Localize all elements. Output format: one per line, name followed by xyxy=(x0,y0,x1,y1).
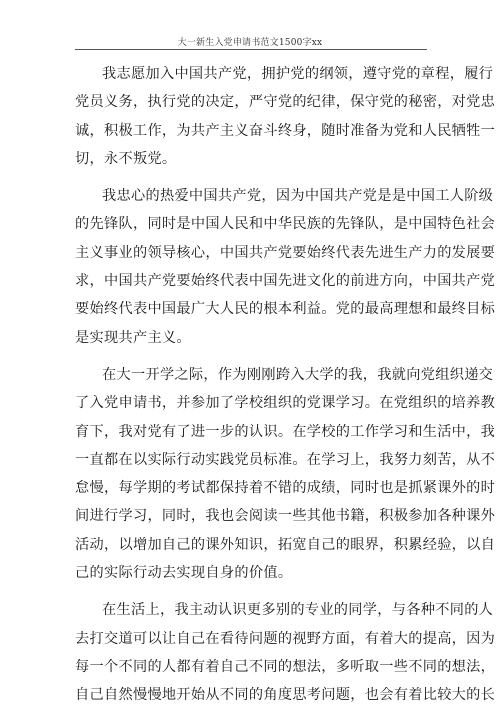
text-line: 育下，我对党有了进一步的认识。在学校的工作学习和生活中，我 xyxy=(75,423,496,440)
document-body xyxy=(75,60,496,719)
text-line: 己的实际行动去实现自身的价值。 xyxy=(75,565,293,582)
text-line: 每一个不同的人都有着自己不同的想法，多听取一些不同的想法， xyxy=(75,658,496,675)
text-line: 主义事业的领导核心，中国共产党要始终代表先进生产力的发展要 xyxy=(75,244,496,261)
text-line: 在大一开学之际，作为刚刚跨入大学的我，我就向党组织递交 xyxy=(102,366,494,383)
text-line: 一直都在以实际行动实践党员标准。在学习上，我努力刻苦，从不 xyxy=(75,451,496,468)
text-line: 在生活上，我主动认识更多别的专业的同学，与各种不同的人 xyxy=(102,602,494,619)
text-line: 求，中国共产党要始终代表中国先进文化的前进方向，中国共产党 xyxy=(75,273,496,290)
text-line: 的先锋队，同时是中国人民和中华民族的先锋队，是中国特色社会 xyxy=(75,216,496,233)
paragraph-1 xyxy=(75,60,496,173)
text-line: 去打交道可以让自己在看待问题的视野方面，有着大的提高，因为 xyxy=(75,630,496,647)
text-line: 间进行学习，同时，我也会阅读一些其他书籍，积极参加各种课外 xyxy=(75,508,496,525)
text-line: 我忠心的热爱中国共产党，因为中国共产党是是中国工人阶级 xyxy=(102,188,494,205)
text-line: 要始终代表中国最广大人民的根本利益。党的最高理想和最终目标 xyxy=(75,301,496,318)
paragraph-3 xyxy=(75,361,496,587)
text-line: 我志愿加入中国共产党，拥护党的纲领，遵守党的章程，履行 xyxy=(102,66,494,82)
text-line: 怠慢，每学期的考试都保持着不错的成绩，同时也是抓紧课外的时 xyxy=(75,480,496,497)
text-line: 诚，积极工作，为共产主义奋斗终身，随时准备为党和人民牺牲一 xyxy=(75,122,496,139)
paragraph-4 xyxy=(75,596,496,709)
text-line: 活动，以增加自己的课外知识，拓宽自己的眼界，积累经验，以自 xyxy=(75,536,496,553)
header-rule xyxy=(75,49,427,50)
text-line: 了入党申请书，并参加了学校组织的党课学习。在党组织的培养教 xyxy=(75,395,496,412)
page-header-title: 大一新生入党申请书范文1500字xx xyxy=(177,38,323,48)
text-line: 党员义务，执行党的决定，严守党的纪律，保守党的秘密，对党忠 xyxy=(75,94,496,111)
text-line: 切，永不叛党。 xyxy=(75,150,177,167)
text-line: 自己自然慢慢地开始从不同的角度思考问题，也会有着比较大的长 xyxy=(75,687,496,704)
paragraph-2 xyxy=(75,182,496,352)
text-line: 是实现共产主义。 xyxy=(75,329,191,346)
